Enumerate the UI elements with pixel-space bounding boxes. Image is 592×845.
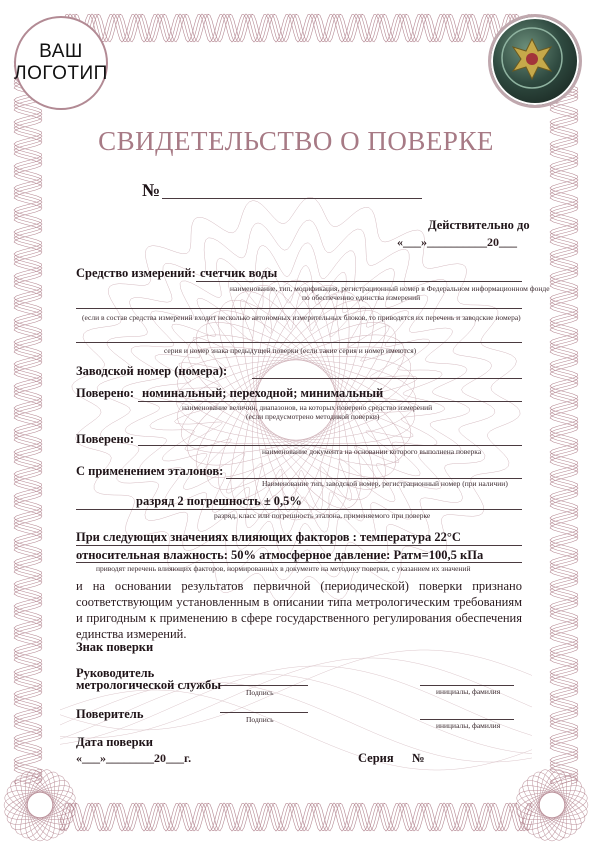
head-label-line-2: метрологической службы	[76, 678, 222, 692]
previous-mark-hint: серия и номер знака предыдущей поверки (если такие серия и номер имеются)	[164, 346, 417, 355]
emblem-seal	[488, 14, 582, 108]
verified-by-label: Поверено:	[76, 432, 135, 446]
verifier-signature-hint: Подпись	[246, 715, 274, 724]
verifier-label: Поверитель	[76, 707, 144, 721]
verifier-initials-hint: инициалы, фамилия	[436, 721, 501, 730]
conditions-line-2: относительная влажность: 50% атмосферное давление: Ратм=100,5 кПа	[76, 548, 484, 562]
verified-in-hint-2: (если предусмотрено методикой поверки)	[246, 412, 380, 421]
instrument-value: счетчик воды	[200, 266, 278, 280]
verification-date-label: Дата поверки	[76, 735, 153, 749]
head-signature-hint: Подпись	[246, 688, 274, 697]
document-title: СВИДЕТЕЛЬСТВО О ПОВЕРКЕ	[98, 126, 494, 156]
logo-line-2: ЛОГОТИП	[14, 63, 108, 84]
verification-mark-label: Знак поверки	[76, 640, 154, 654]
standards-value: разряд 2 погрешность ± 0,5%	[136, 494, 302, 508]
standards-label: С применением эталонов:	[76, 464, 224, 478]
valid-until-label: Действительно до	[428, 218, 530, 232]
head-label-line-1: Руководитель	[76, 666, 155, 680]
blocks-hint: (если в состав средства измерений входит несколько автономных измерительных блоков, то приводятся их перечень и заводские номера)	[82, 313, 521, 322]
conformity-paragraph: и на основании результатов первичной (периодической) поверки признано соответствующим установленным в описании типа метрологическим требованиям и пригодным к применению в сфере государственного регулирования обеспечения единства измерений.	[76, 579, 522, 641]
instrument-hint-2: по обеспечению единства измерений	[302, 293, 421, 302]
series-label: Серия	[358, 751, 394, 765]
logo-line-1: ВАШ	[39, 41, 83, 62]
verification-date-field: «___»________20___г.	[76, 751, 192, 765]
verified-in-label: Поверено:	[76, 386, 135, 400]
verified-in-hint-1: наименование величин, диапазонов, на которых поверено средство измерений	[182, 403, 433, 412]
head-initials-hint: инициалы, фамилия	[436, 687, 501, 696]
instrument-hint-1: наименование, тип, модификация, регистрационный номер в Федеральном информационном фонде	[230, 284, 550, 293]
serial-number-label: Заводской номер (номера):	[76, 364, 228, 378]
conditions-hint: приводят перечень влияющих факторов, нормированных в документе на методику поверки, с указанием их значений	[96, 564, 471, 573]
eagle-emblem-icon	[491, 17, 573, 99]
logo-placeholder	[14, 16, 108, 110]
verified-by-hint: наименование документа на основании которого выполнена поверка	[262, 447, 482, 456]
standards-hint-1: Наименование тип, заводской номер, регистрационный номер (при наличии)	[262, 479, 508, 488]
series-number-label: №	[412, 751, 425, 765]
instrument-label: Средство измерений:	[76, 266, 196, 280]
head-label	[76, 667, 221, 691]
certificate-number-label: №	[142, 180, 161, 200]
valid-until-date: «___»__________20___	[397, 235, 517, 249]
verified-in-value: номинальный; переходной; минимальный	[142, 386, 384, 400]
standards-hint-2: разряд, класс или погрешность эталона, применяемого при поверке	[214, 511, 431, 520]
conditions-line-1: При следующих значениях влияющих факторов : температура 22°С	[76, 530, 461, 544]
